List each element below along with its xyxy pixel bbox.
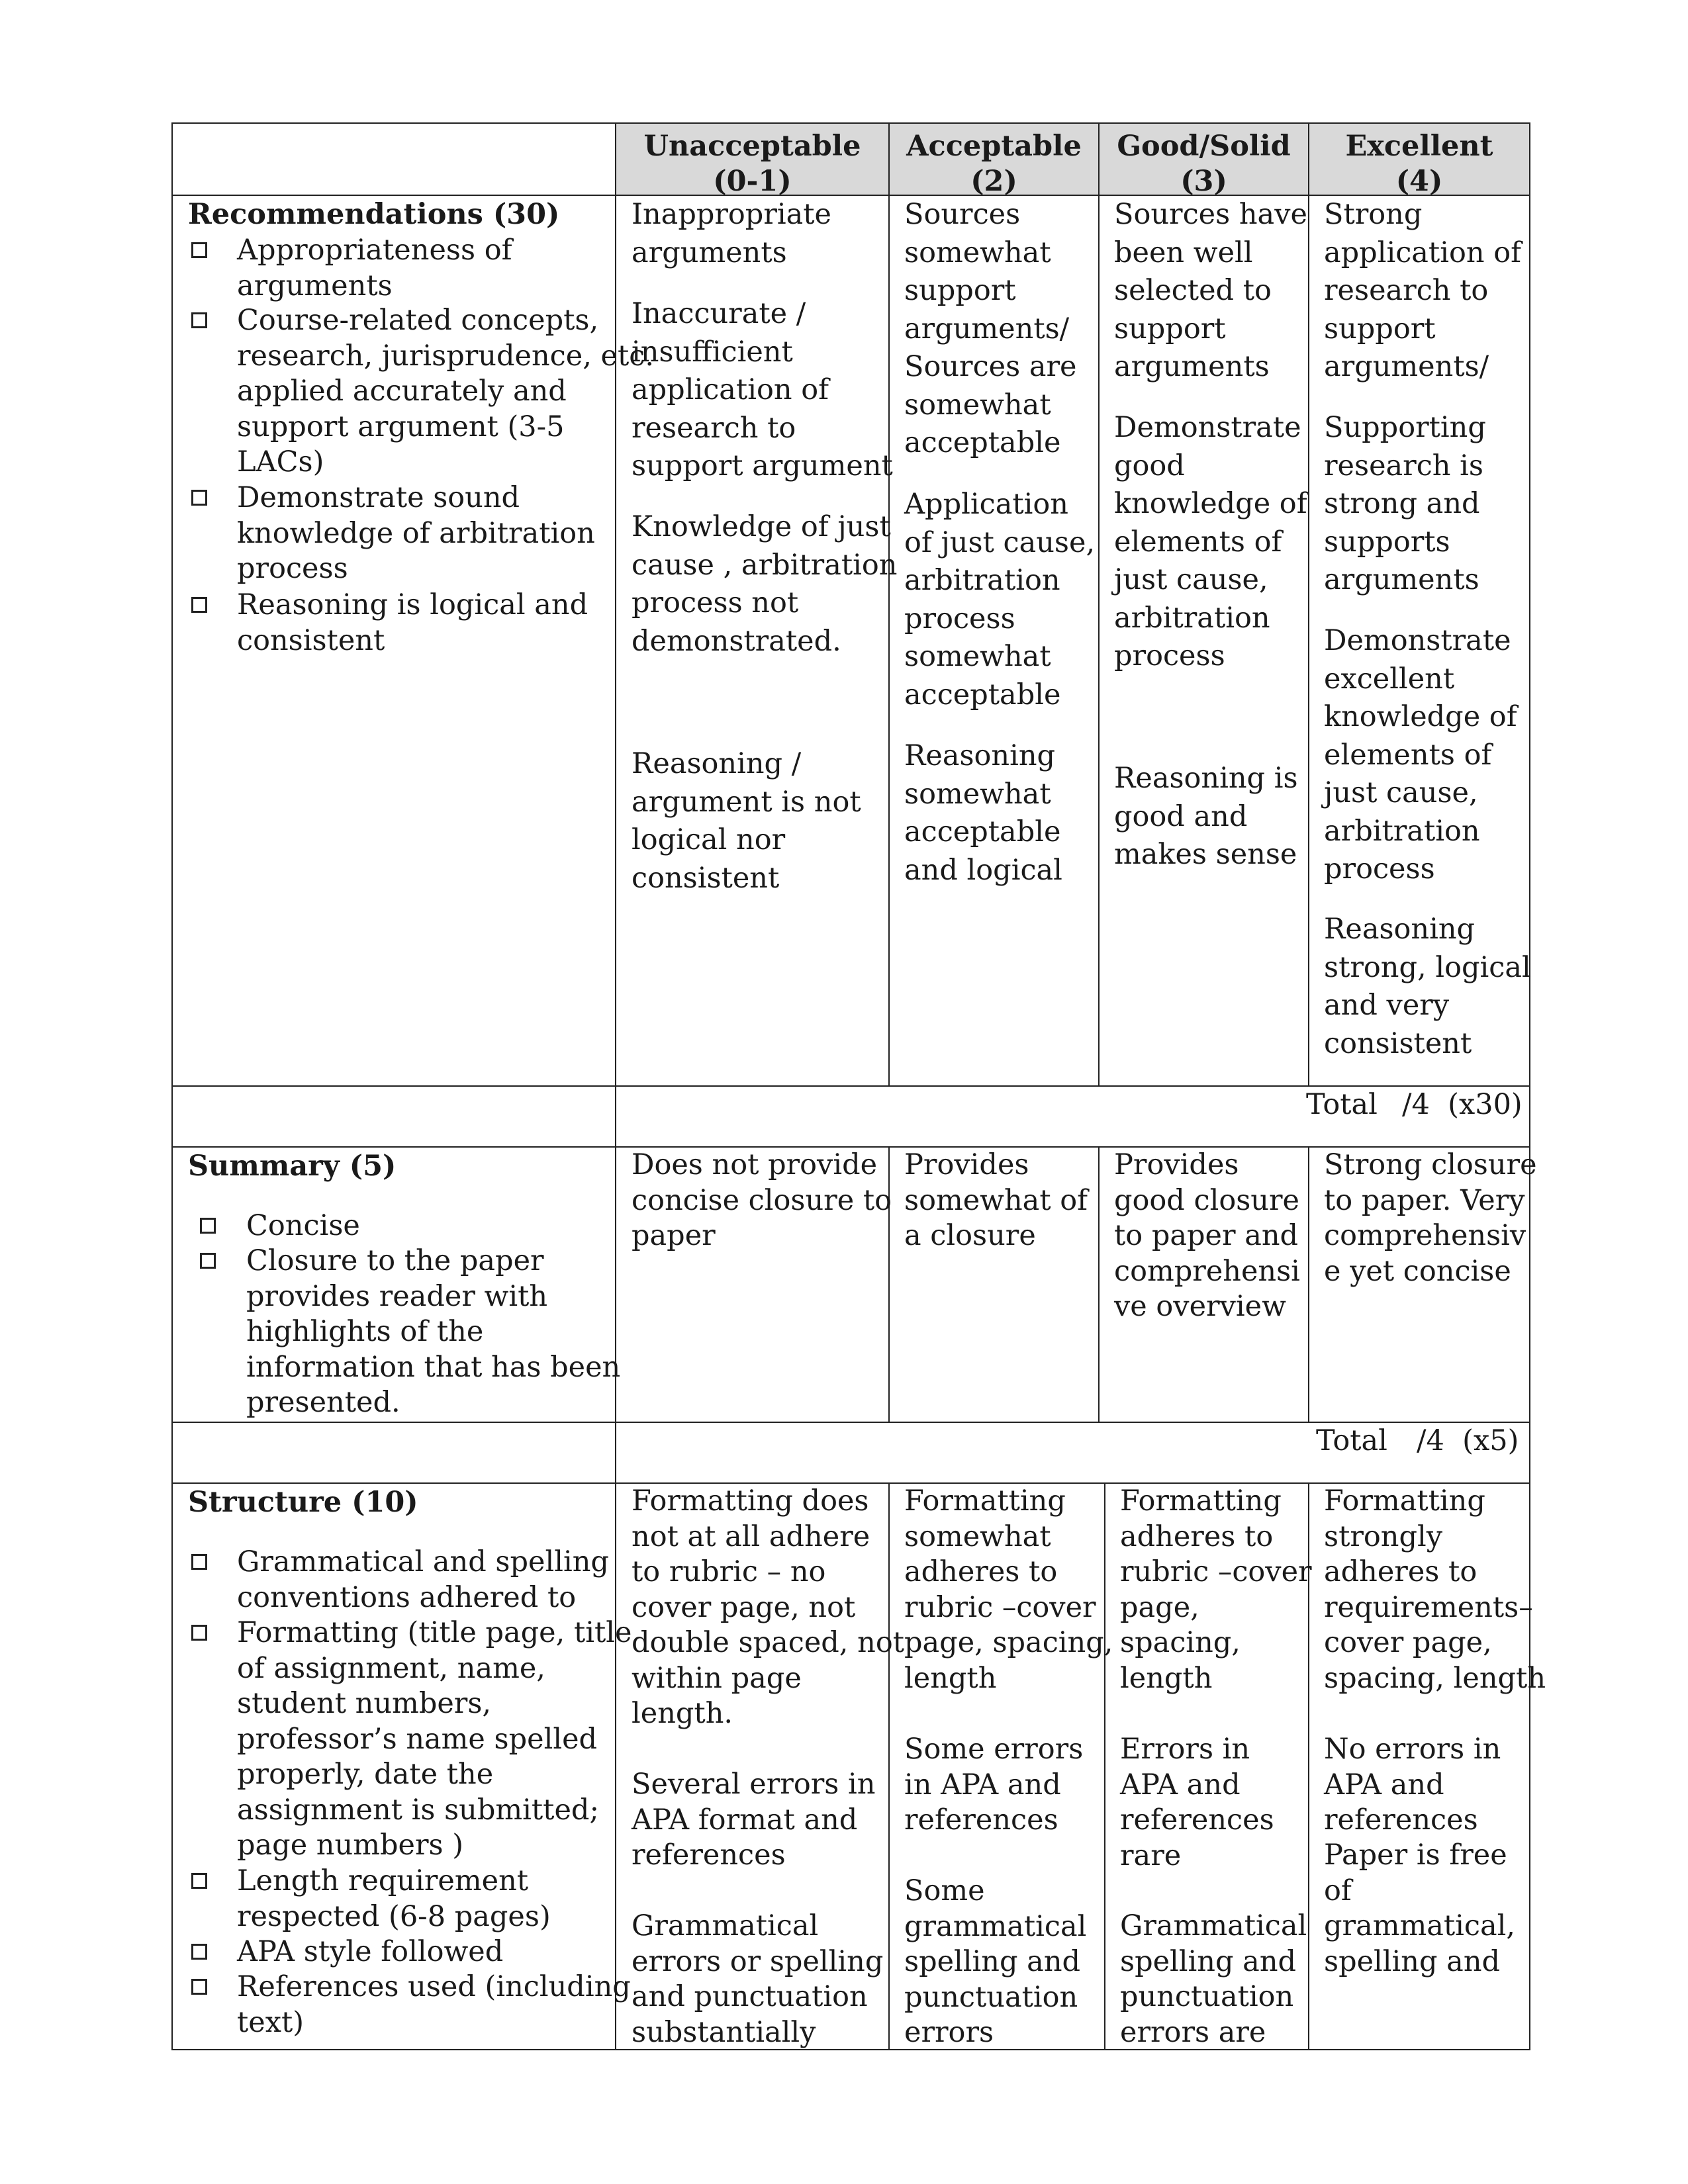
rating-text: Formatting does not at all adhere to rubric – no cover page, not double spaced, not within page length. [632, 1484, 904, 1730]
checkbox-icon[interactable] [191, 1944, 207, 1960]
rating-text: Strong application of research to support arguments/ [1324, 198, 1521, 383]
rating-text: Some errors in APA and references [904, 1733, 1084, 1837]
rating-text: Reasoning / argument is not logical nor consistent [632, 747, 861, 895]
rating-text: Provides somewhat of a closure [904, 1148, 1088, 1252]
column-divider [1308, 122, 1309, 1087]
rating-text: Demonstrate good knowledge of elements of just cause, arbitration process [1114, 411, 1307, 672]
header-cell-excellent: Excellent (4) [1309, 124, 1529, 195]
header-cell-unacceptable: Unacceptable (0-1) [616, 124, 888, 195]
rubric-page: Unacceptable (0-1) Acceptable (2) Good/Solid (3) Excellent (4) Recommendations (30) Appropriateness of arguments Course-related concepts, research, jurisprudence, etc. applied accurately and support argument (3-5 LACs) Demonstrate sound knowledge of arbitration process Reasoning is logical and consistent Inappropriate arguments Inaccurate / insufficient application of research to support argument Knowledge of just cause , arbitration process not demonstrated. Reasoning / argument is not logical nor consistent Sources somewhat support arguments/ Sources are somewhat acceptable Application of just cause, arbitration process somewhat acceptable Reasoning somewhat acceptable and logical Sources have been well selected to support arguments Demonstrate good knowledge of elements of just cause, arbitration process Reasoning is good and makes sense Strong application of research to support arguments/ Supporting research is strong and supports arguments Demonstrate excellent knowledge of elements of just cause, arbitration process Reasoning strong, logical and very consistent Total /4 (x30) Summary (5) Concise Closure to the paper provides reader with highlights of the information that has been presented. Does not provide concise closure to paper Provides somewhat of a closure Provides good closure to paper and comprehensi ve overview Strong closure to paper. Very comprehensiv e yet concise Total /4 (x5) Structure (10) Grammatical and spelling conventions adhered to Formatting (title page, title of assignment, name, student numbers, professor’s name spelled properly, date the assignment is submitted; page numbers ) Length requirement respected (6-8 pages) APA style followed References used (including text) Formatting does not at all adhere to rubric – no cover page, not double spaced, not within page length. Several errors in APA format and references Grammatical errors or spelling and punctuation substantially Formatting somewhat adheres to rubric –cover page, spacing, length Some errors in APA and references Some grammatical spelling and punctuation errors Formatting adheres to rubric –cover page, spacing, length Errors in APA and references rare Grammatical spelling and punctuation errors are Formatting strongly adheres to requirements– cover page, spacing, length No errors in APA and references Paper is free of grammatical, spelling and [0, 0, 1688, 2184]
checkbox-icon[interactable] [191, 490, 207, 506]
checkbox-icon[interactable] [191, 1625, 207, 1641]
section-title-structure: Structure (10) [188, 1486, 418, 1519]
rating-text: Errors in APA and references rare [1120, 1733, 1274, 1872]
checkbox-icon[interactable] [191, 242, 207, 258]
rating-text: Formatting strongly adheres to requirements– cover page, spacing, length [1324, 1484, 1546, 1695]
column-divider [1098, 122, 1100, 1087]
header-cell-good-solid: Good/Solid (3) [1100, 124, 1308, 195]
rating-text: Reasoning strong, logical and very consistent [1324, 913, 1531, 1060]
total-score: /4 (x5) [1417, 1424, 1519, 1457]
rating-text: No errors in APA and references [1324, 1733, 1501, 1837]
column-divider [1308, 1146, 1309, 1423]
rating-text: Reasoning somewhat acceptable and logical [904, 739, 1062, 887]
total-label: Total [1306, 1088, 1378, 1121]
rating-text: Provides good closure to paper and comprehensi ve overview [1114, 1148, 1300, 1323]
total-label: Total [1316, 1424, 1387, 1457]
checkbox-icon[interactable] [191, 1979, 207, 1995]
rating-text: Several errors in APA format and references [632, 1768, 876, 1872]
rating-text: Formatting adheres to rubric –cover page, spacing, length [1120, 1484, 1312, 1695]
rating-text: Inappropriate arguments [632, 198, 832, 269]
rating-text: Grammatical spelling and punctuation errors are [1120, 1909, 1307, 2049]
rating-text: Formatting somewhat adheres to rubric –cover page, spacing, length [904, 1484, 1113, 1695]
column-divider [1098, 1146, 1100, 1423]
checkbox-icon[interactable] [200, 1253, 216, 1269]
total-score: /4 (x30) [1402, 1088, 1523, 1121]
checkbox-icon[interactable] [191, 312, 207, 328]
checkbox-icon[interactable] [200, 1218, 216, 1234]
rating-text: Inaccurate / insufficient application of research to support argument [632, 297, 893, 482]
checkbox-icon[interactable] [191, 1873, 207, 1889]
rating-text: Some grammatical spelling and punctuation errors [904, 1874, 1087, 2049]
rating-text: Reasoning is good and makes sense [1114, 762, 1298, 871]
rating-text: Strong closure to paper. Very comprehensiv e yet concise [1324, 1148, 1537, 1288]
rating-text: Knowledge of just cause , arbitration process not demonstrated. [632, 510, 898, 658]
checkbox-icon[interactable] [191, 597, 207, 613]
rating-text: Supporting research is strong and supports arguments [1324, 411, 1486, 596]
rating-text: Grammatical errors or spelling and punctuation substantially [632, 1909, 884, 2049]
rating-text: Demonstrate excellent knowledge of elements of just cause, arbitration process [1324, 624, 1517, 886]
checkbox-icon[interactable] [191, 1554, 207, 1570]
section-title-summary: Summary (5) [188, 1150, 397, 1183]
rating-text: Sources have been well selected to support arguments [1114, 198, 1307, 383]
row-divider [171, 1085, 1530, 1087]
section-title-recommendations: Recommendations (30) [188, 198, 560, 231]
rating-text: Paper is free of grammatical, spelling and [1324, 1839, 1516, 1978]
rating-text: Sources somewhat support arguments/ Sources are somewhat acceptable [904, 198, 1077, 459]
header-cell-acceptable: Acceptable (2) [890, 124, 1098, 195]
row-divider [171, 1422, 1530, 1423]
rating-text: Does not provide concise closure to paper [632, 1148, 892, 1252]
rating-text: Application of just cause, arbitration process somewhat acceptable [904, 488, 1096, 711]
